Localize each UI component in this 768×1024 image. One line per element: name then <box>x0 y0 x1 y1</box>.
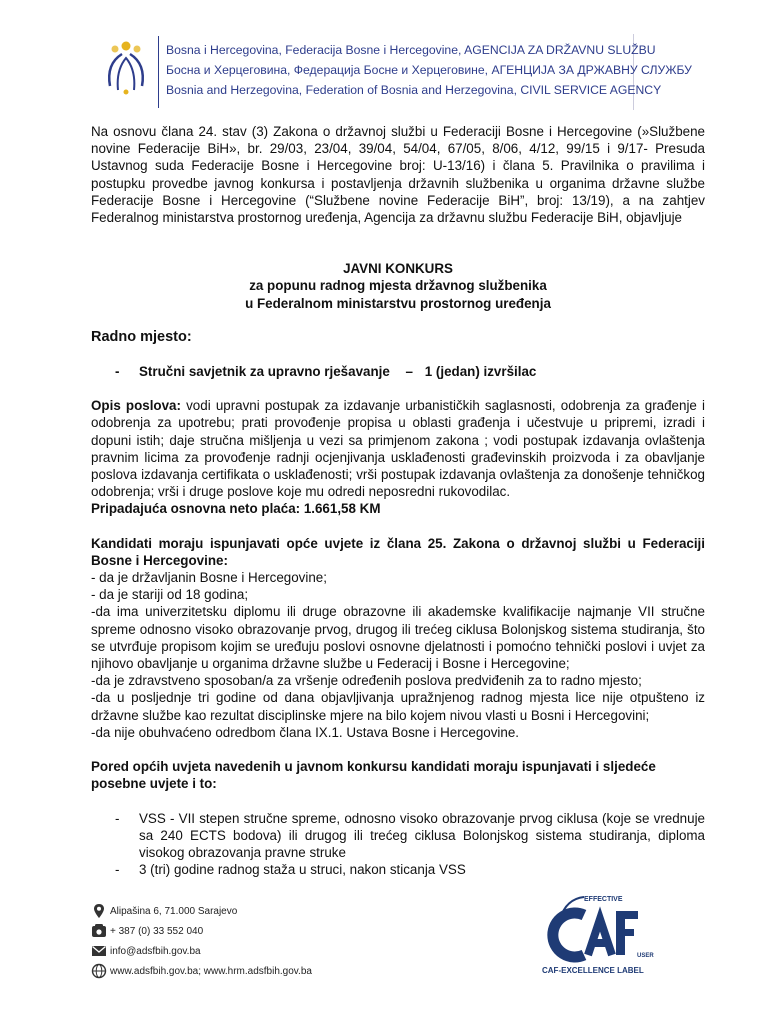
special-dash: - <box>115 810 120 826</box>
caf-label-text: CAF-EXCELLENCE LABEL <box>542 966 644 975</box>
special-item-text: 3 (tri) godine radnog staža u struci, nakon sticanja VSS <box>139 862 466 878</box>
caf-excellence-badge <box>538 893 662 979</box>
footer-phone: + 387 (0) 33 552 040 <box>110 925 204 937</box>
title-line-3: u Federalnom ministarstvu prostornog uređenja <box>245 295 551 311</box>
agency-logo <box>100 40 152 96</box>
general-item: - da je stariji od 18 godina; <box>91 587 249 603</box>
general-item: - da je državljanin Bosne i Hercegovine; <box>91 570 327 586</box>
header-text <box>166 40 692 100</box>
position-count: 1 (jedan) izvršilac <box>424 364 537 380</box>
caf-f-bar <box>616 911 638 919</box>
position-dash: - <box>115 364 120 380</box>
salary-line: Pripadajuća osnovna neto plaća: 1.661,58 KM <box>91 501 381 517</box>
position-separator: – <box>405 364 413 380</box>
general-item: -da u posljednje tri godine od dana objavljivanja upražnjenog radnog mjesta lice nije otpušteno iz državne službe kao rezultat disciplinske mjere na bilo kojem nivou vlasti u Bosni i Hercegovini; <box>91 690 705 723</box>
document-body <box>91 123 705 878</box>
caf-c-shape <box>553 913 584 957</box>
footer-web-row <box>91 961 391 981</box>
logo-figure-head <box>122 42 131 51</box>
logo-star <box>124 90 129 95</box>
logo-figure-head <box>134 46 141 53</box>
caf-sub-text: USER <box>637 953 654 959</box>
position-item <box>91 363 705 380</box>
footer-address-row <box>91 901 391 921</box>
footer-web[interactable]: www.adsfbih.gov.ba; www.hrm.adsfbih.gov.ba <box>110 965 312 977</box>
special-heading: Pored općih uvjeta navedenih u javnom konkursu kandidati moraju ispunjavati i sljedeće posebne uvjete i to: <box>91 759 656 792</box>
general-item: -da je zdravstveno sposoban/a za vršenje određenih poslova predviđenih za to radno mjesto; <box>91 673 642 689</box>
general-item: -da nije obuhvaćeno odredbom člana IX.1. Ustava Bosne i Hercegovine. <box>91 724 520 740</box>
position-name: Stručni savjetnik za upravno rješavanje <box>139 364 390 380</box>
envelope-icon <box>91 943 107 959</box>
phone-icon <box>91 923 107 939</box>
title-line-1: JAVNI KONKURS <box>343 261 453 277</box>
caf-a-shape <box>588 919 612 955</box>
header-line-english: Bosnia and Herzegovina, Federation of Bosnia and Herzegovina, CIVIL SERVICE AGENCY <box>166 83 662 97</box>
description-text: vodi upravni postupak za izdavanje urbanističkih saglasnosti, odobrenja za građenje i odobrenja za upotrebu; prati provođenje propisa u oblasti građenja i učestvuje u pripremi, izradi i dopuni istih; daje stručna mišljenja u vezi sa primjenom zakona ; vodi postupak izdavanja ovlaštenja pravnim licima za provođenje radnji ocjenjivanja usklađenosti građevinskih proizvoda i za obavljanje poslova izdavanja certifikata o usklađenosti; vrši postupak izdavanja ovlaštenja za donošenje tehničkog odobrenja; vrši i druge poslove koje mu odredi neposredni rukovodilac. <box>91 398 705 500</box>
caf-f-bar <box>616 929 634 936</box>
footer-address: Alipašina 6, 71.000 Sarajevo <box>110 905 238 917</box>
description-label: Opis poslova: <box>91 398 181 414</box>
general-item: -da ima univerzitetsku diplomu ili druge obrazovne ili akademske kvalifikacije najmanje VII stručne spreme odnosno visoko obrazovanje prvog, drugog ili trećeg ciklusa Bolonjskog sistema studiranja, što se utvrđuje propisom kojim se uređuju poslovi osnovne djelatnosti i pomoćno tehnički poslovi i uvjet za njihovo obavljanje u organima državne službe u Federacij i Bosne i Hercegovine; <box>91 604 705 672</box>
logo-figure-head <box>112 46 119 53</box>
header-divider <box>158 36 159 108</box>
footer-email-row <box>91 941 391 961</box>
title-line-2: za popunu radnog mjesta državnog službenika <box>249 278 547 294</box>
intro-paragraph: Na osnovu člana 24. stav (3) Zakona o državnoj službi u Federaciji Bosne i Hercegovine (»Službene novine Federacije BiH», br. 29/03, 23/04, 39/04, 54/04, 67/05, 8/06, 4/12, 99/15 i 9/17- Presuda Ustavnog suda Federacije Bosne i Hercegovine broj: U-13/16) i člana 5. Pravilnika o pravilima i postupku provedbe javnog konkursa i postavljenja državnih službenika u organima državne službe Federacije Bosne i Hercegovine (“Službene novine Federacije BiH”, broj: 13/19), a na zahtjev Federalnog ministarstva prostornog uređenja, Agencija za državnu službu Federacije BiH, objavljuje <box>91 124 705 226</box>
header-line-bosnian: Bosna i Hercegovina, Federacija Bosne i Hercegovine, AGENCIJA ZA DRŽAVNU SLUŽBU <box>166 43 656 57</box>
caf-top-text: EFFECTIVE <box>584 896 623 903</box>
logo-arc <box>118 58 135 90</box>
location-pin-icon <box>91 903 107 919</box>
special-item-text: VSS - VII stepen stručne spreme, odnosno visoko obrazovanje prvog ciklusa (koje se vrednuje sa 240 ECTS bodova) ili drugog ili trećeg ciklusa Bolonjskog sistema studiranja, diploma visokog obrazovanja pravne struke <box>139 810 705 860</box>
footer-contacts <box>91 901 391 981</box>
description-paragraph <box>91 397 705 500</box>
header-line-cyrillic: Босна и Херцеговина, Федерација Босне и Херцеговине, АГЕНЦИЈА ЗА ДРЖАВНУ СЛУЖБУ <box>166 63 692 77</box>
general-heading: Kandidati moraju ispunjavati opće uvjete iz člana 25. Zakona o državnoj službi u Federaciji Bosne i Hercegovine: <box>91 535 705 568</box>
position-label: Radno mjesto: <box>91 328 192 345</box>
special-dash: - <box>115 862 120 878</box>
footer-phone-row <box>91 921 391 941</box>
globe-icon <box>91 963 107 979</box>
special-item <box>91 810 705 862</box>
footer-email[interactable]: info@adsfbih.gov.ba <box>110 945 201 957</box>
special-item <box>91 861 705 878</box>
